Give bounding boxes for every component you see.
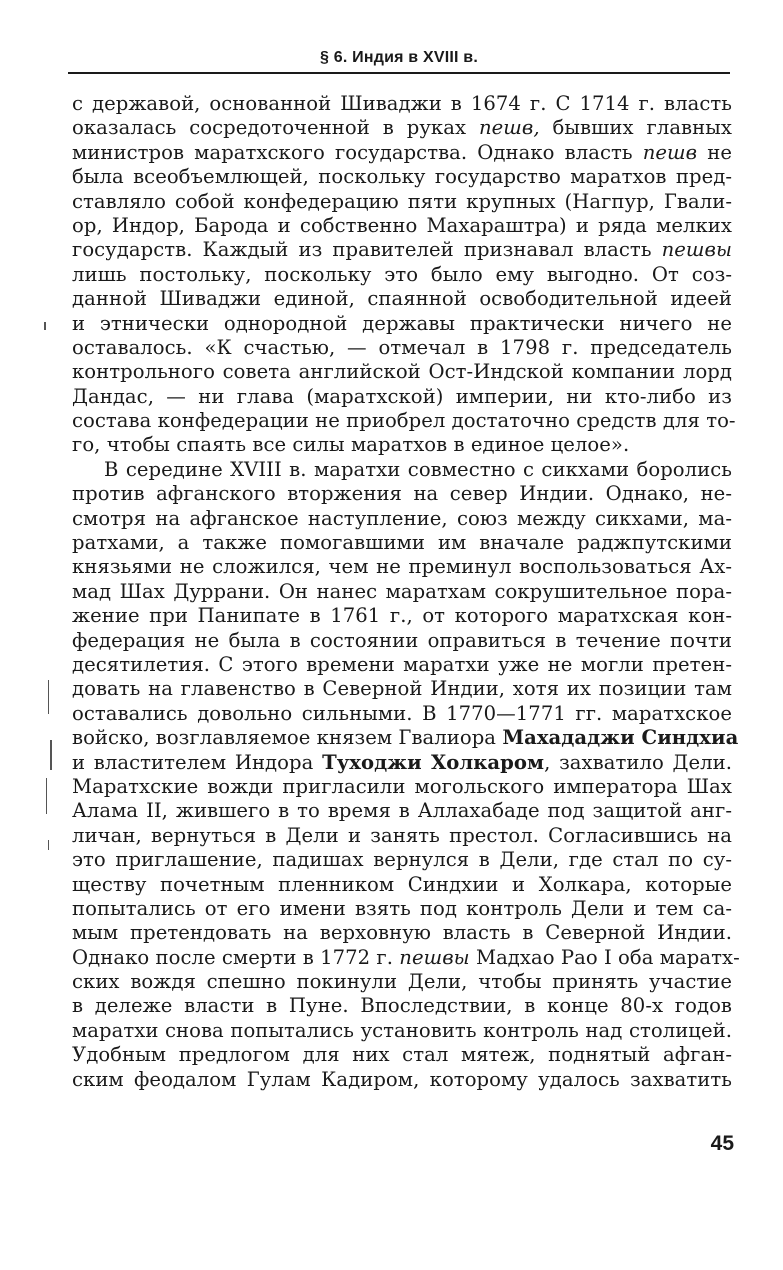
text-line: ских вождя спешно покинули Дели, чтобы принять участие	[72, 970, 732, 994]
text-line: Удобным предлогом для них стал мятеж, поднятый афган-	[72, 1043, 732, 1067]
text-line: ским феодалом Гулам Кадиром, которому удалось захватить	[72, 1067, 732, 1091]
running-header	[68, 44, 730, 72]
text-line: десятилетия. С этого времени маратхи уже не могли претен-	[72, 652, 732, 676]
text-line: довать на главенство в Северной Индии, хотя их позиции там	[72, 677, 732, 701]
text-line: В середине XVIII в. маратхи совместно с сикхами боролись	[104, 457, 732, 481]
text-line: ор, Индор, Барода и собственно Махараштра) и ряда мелких	[72, 213, 732, 237]
text-line: данной Шиваджи единой, спаянной освободительной идеей	[72, 287, 732, 311]
margin-mark	[48, 680, 49, 714]
margin-mark	[48, 840, 49, 850]
text-line: федерация не была в состоянии оправиться в течение почти	[72, 628, 732, 652]
text-line: оставалось. «К счастью, — отмечал в 1798 г. председатель	[72, 335, 732, 359]
margin-mark	[46, 778, 47, 814]
header-divider	[68, 72, 730, 74]
text-line: смотря на афганское наступление, союз между сикхами, ма-	[72, 506, 732, 530]
text-line: Дандас, — ни глава (маратхской) империи, ни кто-либо из	[72, 384, 732, 408]
text-line: го, чтобы спаять все силы маратхов в единое целое».	[72, 433, 630, 457]
paragraph	[72, 457, 740, 1092]
text-line: маратхи снова попытались установить контроль над столицей.	[72, 1018, 732, 1042]
text-line: в дележе власти в Пуне. Впоследствии, в конце 80-х годов	[72, 994, 732, 1018]
margin-mark	[44, 322, 46, 330]
text-line: ратхами, а также помогавшими им вначале раджпутскими	[72, 531, 732, 555]
text-line: лишь постольку, поскольку это было ему выгодно. От соз-	[72, 262, 732, 286]
text-line: ставляло собой конфедерацию пяти крупных (Нагпур, Гвали-	[72, 189, 732, 213]
text-line: личан, вернуться в Дели и занять престол. Согласившись на	[72, 823, 732, 847]
text-line: попытались от его имени взять под контроль Дели и тем са-	[72, 896, 732, 920]
text-line: государств. Каждый из правителей признавал власть пешвы	[72, 238, 732, 262]
text-line: и этнически однородной державы практически ничего не	[72, 311, 732, 335]
text-line: оставались довольно сильными. В 1770—1771 гг. маратхское	[72, 701, 732, 725]
text-line: мым претендовать на верховную власть в Северной Индии.	[72, 921, 732, 945]
text-line: мад Шах Дуррани. Он нанес маратхам сокрушительное пора-	[72, 579, 732, 603]
text-line: состава конфедерации не приобрел достаточно средств для то-	[72, 409, 736, 433]
text-line: была всеобъемлющей, поскольку государство маратхов пред-	[72, 165, 732, 189]
text-line: Однако после смерти в 1772 г. пешвы Мадхао Рао I оба маратх-	[72, 945, 740, 969]
text-line: князьями не сложился, чем не преминул воспользоваться Ах-	[72, 555, 732, 579]
text-line: войско, возглавляемое князем Гвалиора Махададжи Синдхиа	[72, 726, 739, 750]
text-line: против афганского вторжения на север Индии. Однако, не-	[72, 482, 732, 506]
text-line: Маратхские вожди пригласили могольского императора Шах	[72, 774, 732, 798]
text-line: с державой, основанной Шиваджи в 1674 г. С 1714 г. власть	[72, 92, 732, 115]
page-body	[72, 92, 740, 1092]
text-line: жение при Панипате в 1761 г., от которого маратхская кон-	[72, 604, 732, 628]
page-number: 45	[710, 1132, 734, 1155]
text-line: ществу почетным пленником Синдхии и Холкара, которые	[72, 872, 732, 896]
text-line: это приглашение, падишах вернулся в Дели, где стал по су-	[72, 848, 732, 872]
text-line: министров маратхского государства. Однако власть пешв не	[72, 140, 732, 164]
margin-mark	[50, 740, 52, 770]
text-line: и властителем Индора Туходжи Холкаром, захватило Дели.	[72, 750, 733, 774]
paragraph	[72, 92, 736, 458]
text-line: контрольного совета английской Ост-Индской компании лорд	[72, 360, 732, 384]
section-title: § 6. Индия в XVIII в.	[320, 49, 478, 66]
text-line: Алама II, жившего в то время в Аллахабаде под защитой анг-	[72, 799, 732, 823]
text-line: оказалась сосредоточенной в руках пешв, бывших главных	[72, 116, 732, 140]
